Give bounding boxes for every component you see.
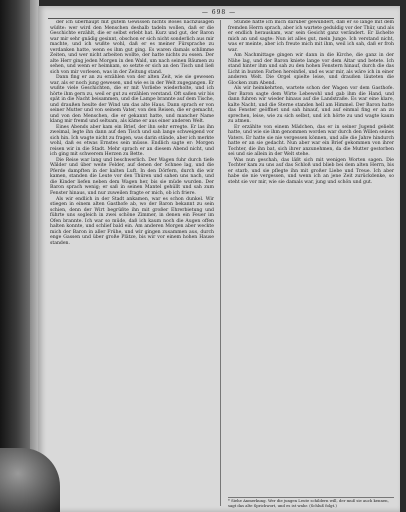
paragraph: Die Reise war lang und beschwerlich. Der Wagen fuhr durch tiefe Wälder und über weite Felder, auf denen der Schnee lag, und die Pferde dampften in der kalten Luft. In den Dörfern, durch die wir kamen, standen die Leute vor den Thüren und sahen uns nach, und die Kinder liefen neben dem Wagen her, bis sie müde wurden. Der Baron sprach wenig; er saß in seinen Mantel gehüllt und sah zum Fenster hinaus, und nur zuweilen fragte er mich, ob ich friere. bbox=[50, 157, 214, 196]
paragraph: Dann fing er an zu erzählen von der alten Zeit, wie sie gewesen war, als er noch jung gewesen, und wie es in der Welt zugegangen. Er wußte viele Geschichten, die er mit Vorliebe wiederholte, und ich hörte ihm gern zu, weil er gut zu erzählen verstand. Oft saßen wir bis spät in die Nacht beisammen, und die Lampe brannte auf dem Tische, und draußen heulte der Wind um das alte Haus. Dann sprach er von seiner Mutter und von seinem Vater, von den Reisen, die er gemacht, und von den Menschen, die er gekannt hatte, und mancher Name klang mir fremd und seltsam, als käme er aus einer anderen Welt. bbox=[50, 75, 214, 125]
paragraph: der ich überhaupt mit gutem Gewissen nichts Böses nachzusagen wüßte: wer wird den Menschen deshalb tadeln wollen, daß er die Geschichte erzählt, die er selbst erlebt hat. Kurz und gut, der Baron war mir sehr gnädig gesinnt, obschon er sich nicht sonderlich aus mir machte, und ich wußte wohl, daß er es meiner Fürsprache zu verdanken hatte, wenn es ihm gut ging. Es waren damals schlimme Zeiten, und wer nicht arbeiten wollte, der hatte nichts zu essen. Der alte Herr ging jeden Morgen in den Wald, um nach seinen Bäumen zu sehen, und wenn er heimkam, so setzte er sich an den Tisch und ließ sich von mir vorlesen, was in der Zeitung stand. bbox=[50, 20, 214, 75]
footnote-text: * Siehe Anmerkung. Wer die jungen Leute schildern will, der muß sie auch kennen, sagt das alte Sprichwort, und es ist wahr. (Schluß folgt.) bbox=[228, 498, 389, 508]
right-column bbox=[228, 20, 394, 500]
left-column bbox=[50, 20, 214, 512]
paragraph: Als wir heimkehrten, wartete schon der Wagen vor dem Gasthofe. Der Baron sagte dem Wirte Lebewohl und gab ihm die Hand, und dann fuhren wir wieder hinaus auf die Landstraße. Es war eine klare, kalte Nacht, und die Sterne standen hell am Himmel. Der Baron hatte das Fenster geöffnet und sah hinauf, und auf einmal fing er an zu sprechen, leise, wie zu sich selbst, und ich hörte zu und wagte kaum zu atmen. bbox=[228, 86, 394, 125]
paragraph: Am Nachmittage gingen wir dann in die Kirche, die ganz in der Nähe lag, und der Baron kniete lange vor dem Altar und betete. Ich stand hinter ihm und sah zu den hohen Fenstern hinauf, durch die das Licht in bunten Farben hereinfiel, und es war mir, als wäre ich in einer anderen Welt. Die Orgel spielte leise, und draußen läuteten die Glocken zum Abend. bbox=[228, 53, 394, 86]
paragraph: Er erzählte von einem Mädchen, das er in seiner Jugend geliebt hatte, und wie sie ihm genommen worden war durch den Willen seines Vaters. Er hatte sie nie vergessen können, und alle die Jahre hindurch hatte er an sie gedacht. Nun aber war ein Brief gekommen von ihrer Tochter, die ihn bat, sich ihrer anzunehmen, da die Mutter gestorben sei und sie allein in der Welt stehe. bbox=[228, 124, 394, 158]
page-number: — 698 — bbox=[201, 9, 237, 16]
paragraph: Als wir endlich in der Stadt ankamen, war es schon dunkel. Wir stiegen in einem alten Gasthofe ab, wo der Baron bekannt zu sein schien, denn der Wirt begrüßte ihn mit großer Ehrerbietung und führte uns sogleich in zwei schöne Zimmer, in denen ein Feuer im Ofen brannte. Ich war so müde, daß ich kaum noch die Augen offen halten konnte, und schlief bald ein. Am anderen Morgen aber weckte mich der Baron in aller Frühe, und wir gingen zusammen aus, durch enge Gassen und über große Plätze, bis wir vor einem hohen Hause standen. bbox=[50, 196, 214, 246]
paragraph: Was nun geschah, das läßt sich mit wenigen Worten sagen. Die Tochter kam zu uns auf das Schloß und blieb bei dem alten Herrn, bis er starb, und sie pflegte ihn mit großer Liebe und Treue. Ich aber habe sie nie vergessen, und wenn ich an jene Zeit zurückdenke, so steht sie vor mir, wie sie damals war, jung und schön und gut. bbox=[228, 157, 394, 185]
paragraph: Eines Abends aber kam ein Brief, der ihn sehr erregte. Er las ihn zweimal, legte ihn dann auf den Tisch und sah lange schweigend vor sich hin. Ich wagte nicht zu fragen, was darin stände, aber ich merkte wohl, daß es etwas Ernstes sein müsse. Endlich sagte er: Morgen reisen wir in die Stadt. Mehr sprach er an diesem Abend nicht, und ich ging mit schwerem Herzen zu Bette. bbox=[50, 124, 214, 158]
footnote bbox=[228, 497, 394, 508]
paragraph: Stunde hätte ich mich darüber gewundert, daß er so lange mit dem fremden Herrn sprach, aber ich wartete geduldig vor der Thür, und als er endlich herauskam, war sein Gesicht ganz verändert. Er lächelte mich an und sagte: Nun ist alles gut, mein Junge. Ich verstand nicht, was er meinte, aber ich freute mich mit ihm, weil ich sah, daß er froh war. bbox=[228, 20, 394, 53]
header-rule bbox=[48, 18, 394, 19]
book-page bbox=[38, 6, 400, 512]
book-binding bbox=[0, 0, 30, 512]
column-divider bbox=[220, 20, 221, 506]
